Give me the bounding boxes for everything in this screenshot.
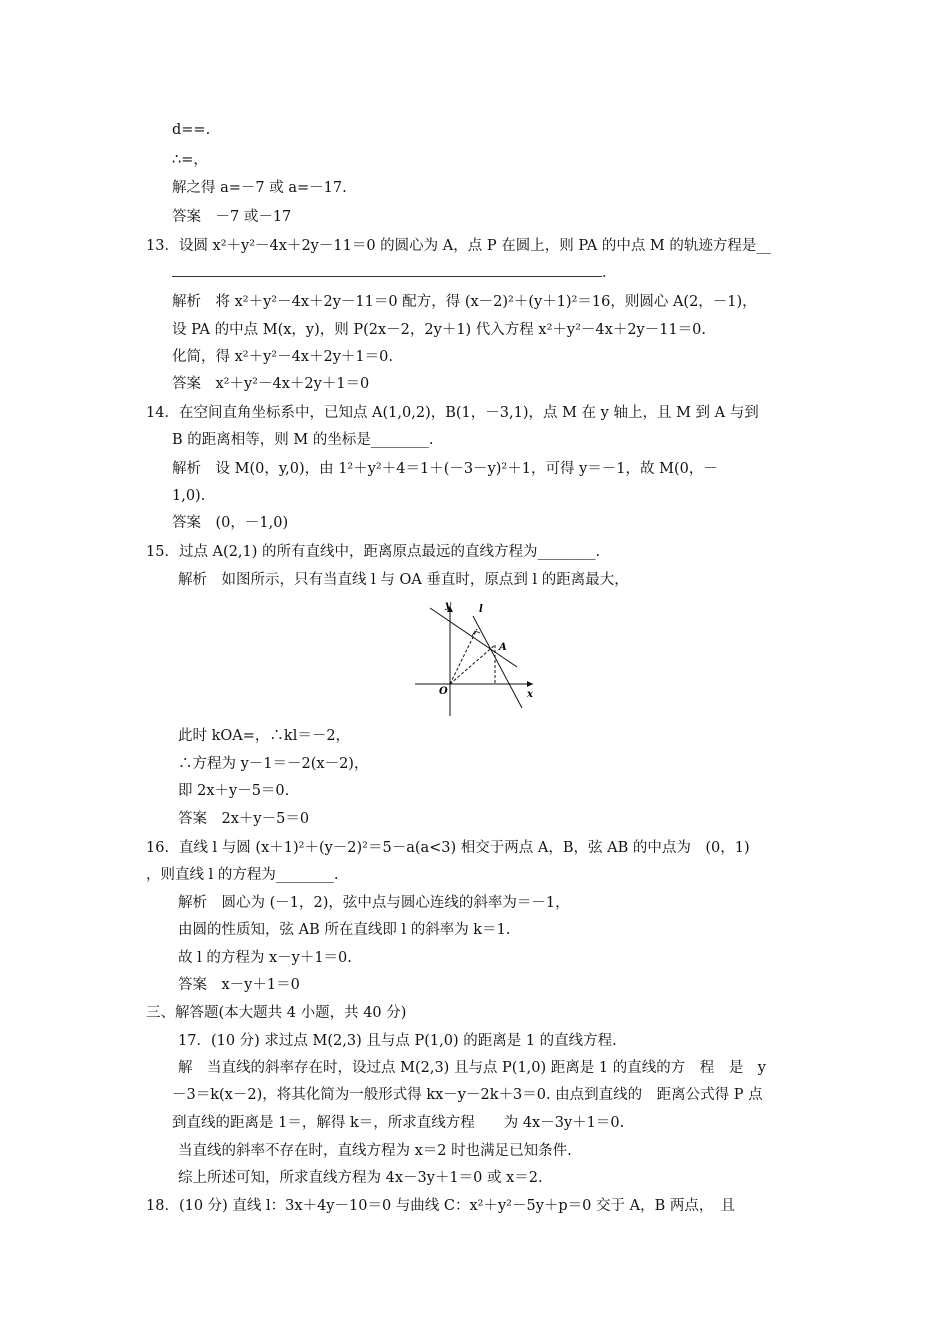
text-line: B 的距离相等，则 M 的坐标是________. [172, 432, 434, 448]
label-y: y [445, 600, 451, 611]
segment-OA [450, 645, 495, 684]
blank-underline [172, 262, 602, 277]
label-O: O [439, 686, 448, 697]
text-line: d==. [172, 122, 211, 138]
text-line: 解之得 a=－7 或 a=－17. [172, 180, 347, 196]
answer-blank [172, 262, 617, 283]
text-line: 综上所述可知，所求直线方程为 4x－3y＋1＝0 或 x＝2. [178, 1170, 543, 1186]
text-line: 此时 kOA=，∴kl＝－2， [178, 728, 351, 744]
question-18: 18．(10 分) 直线 l：3x＋4y－10＝0 与曲线 C：x²＋y²－5y＋p＝0 交于 A，B 两点， 且 [146, 1198, 736, 1214]
text-line: 1,0). [172, 488, 206, 504]
text-line: 答案 (0，－1,0) [172, 515, 289, 531]
question-13: 13．设圆 x²＋y²－4x＋2y－11＝0 的圆心为 A，点 P 在圆上，则 PA 的中点 M 的轨迹方程是__ [146, 238, 771, 254]
x-axis-arrow [527, 681, 533, 687]
text-line: 化简，得 x²＋y²－4x＋2y＋1＝0. [172, 349, 393, 365]
label-A: A [499, 642, 507, 653]
question-15: 15．过点 A(2,1) 的所有直线中，距离原点最远的直线方程为________. [146, 544, 601, 560]
text-line: 解 当直线的斜率存在时，设过点 M(2,3) 且与点 P(1,0) 距离是 1 的直线的方 程 是 y [178, 1060, 766, 1076]
text-line: 答案 x－y＋1＝0 [178, 977, 300, 993]
text-line: ∴方程为 y－1＝－2(x－2)， [178, 756, 369, 772]
label-x: x [527, 689, 533, 700]
blank-period: ． [602, 265, 617, 281]
question-16: 16．直线 l 与圆 (x＋1)²＋(y－2)²＝5－a(a<3) 相交于两点 A，B，弦 AB 的中点为 (0，1) [146, 840, 750, 856]
text-line: 到直线的距离是 1＝，解得 k＝，所求直线方程 为 4x－3y＋1＝0. [172, 1115, 625, 1131]
right-angle-mark [472, 631, 480, 636]
line-l [473, 616, 522, 708]
text-line: 答案 －7 或－17 [172, 209, 292, 225]
question-17: 17．(10 分) 求过点 M(2,3) 且与点 P(1,0) 的距离是 1 的直线方程. [178, 1033, 617, 1049]
text-line: 解析 如图所示，只有当直线 l 与 OA 垂直时，原点到 l 的距离最大， [178, 572, 629, 588]
text-line: 解析 圆心为 (－1，2)，弦中点与圆心连线的斜率为＝－1， [178, 895, 570, 911]
text-line: 答案 2x＋y－5＝0 [178, 811, 310, 827]
text-line: 解析 设 M(0，y,0)，由 1²＋y²＋4＝1＋(－3－y)²＋1，可得 y＝－1，故 M(0，－ [172, 461, 718, 477]
perpendicular-segment [450, 629, 477, 684]
text-line: －3＝k(x－2)，将其化简为一般形式得 kx－y－2k＋3＝0. 由点到直线的 距离公式得 P 点 [172, 1087, 763, 1103]
section-heading: 三、解答题(本大题共 4 小题，共 40 分) [146, 1005, 407, 1021]
text-line: 解析 将 x²＋y²－4x＋2y－11＝0 配方，得 (x－2)²＋(y＋1)²＝16，则圆心 A(2，－1)， [172, 294, 757, 310]
text-line: ，则直线 l 的方程为________. [146, 867, 339, 883]
text-line: 设 PA 的中点 M(x，y)，则 P(2x－2，2y＋1) 代入方程 x²＋y²－4x＋2y－11＝0. [172, 322, 707, 338]
text-line: 即 2x＋y－5＝0. [178, 783, 290, 799]
text-line: 答案 x²＋y²－4x＋2y＋1＝0 [172, 376, 370, 392]
question-14: 14．在空间直角坐标系中，已知点 A(1,0,2)，B(1，－3,1)，点 M 在 y 轴上，且 M 到 A 与到 [146, 405, 759, 421]
text-line: 故 l 的方程为 x－y＋1＝0. [178, 950, 352, 966]
text-line: 当直线的斜率不存在时，直线方程为 x＝2 时也满足已知条件. [178, 1143, 572, 1159]
geometry-figure [405, 598, 545, 718]
text-line: ∴=， [172, 152, 208, 168]
text-line: 由圆的性质知，弦 AB 所在直线即 l 的斜率为 k＝1. [178, 922, 511, 938]
label-l: l [479, 604, 483, 615]
